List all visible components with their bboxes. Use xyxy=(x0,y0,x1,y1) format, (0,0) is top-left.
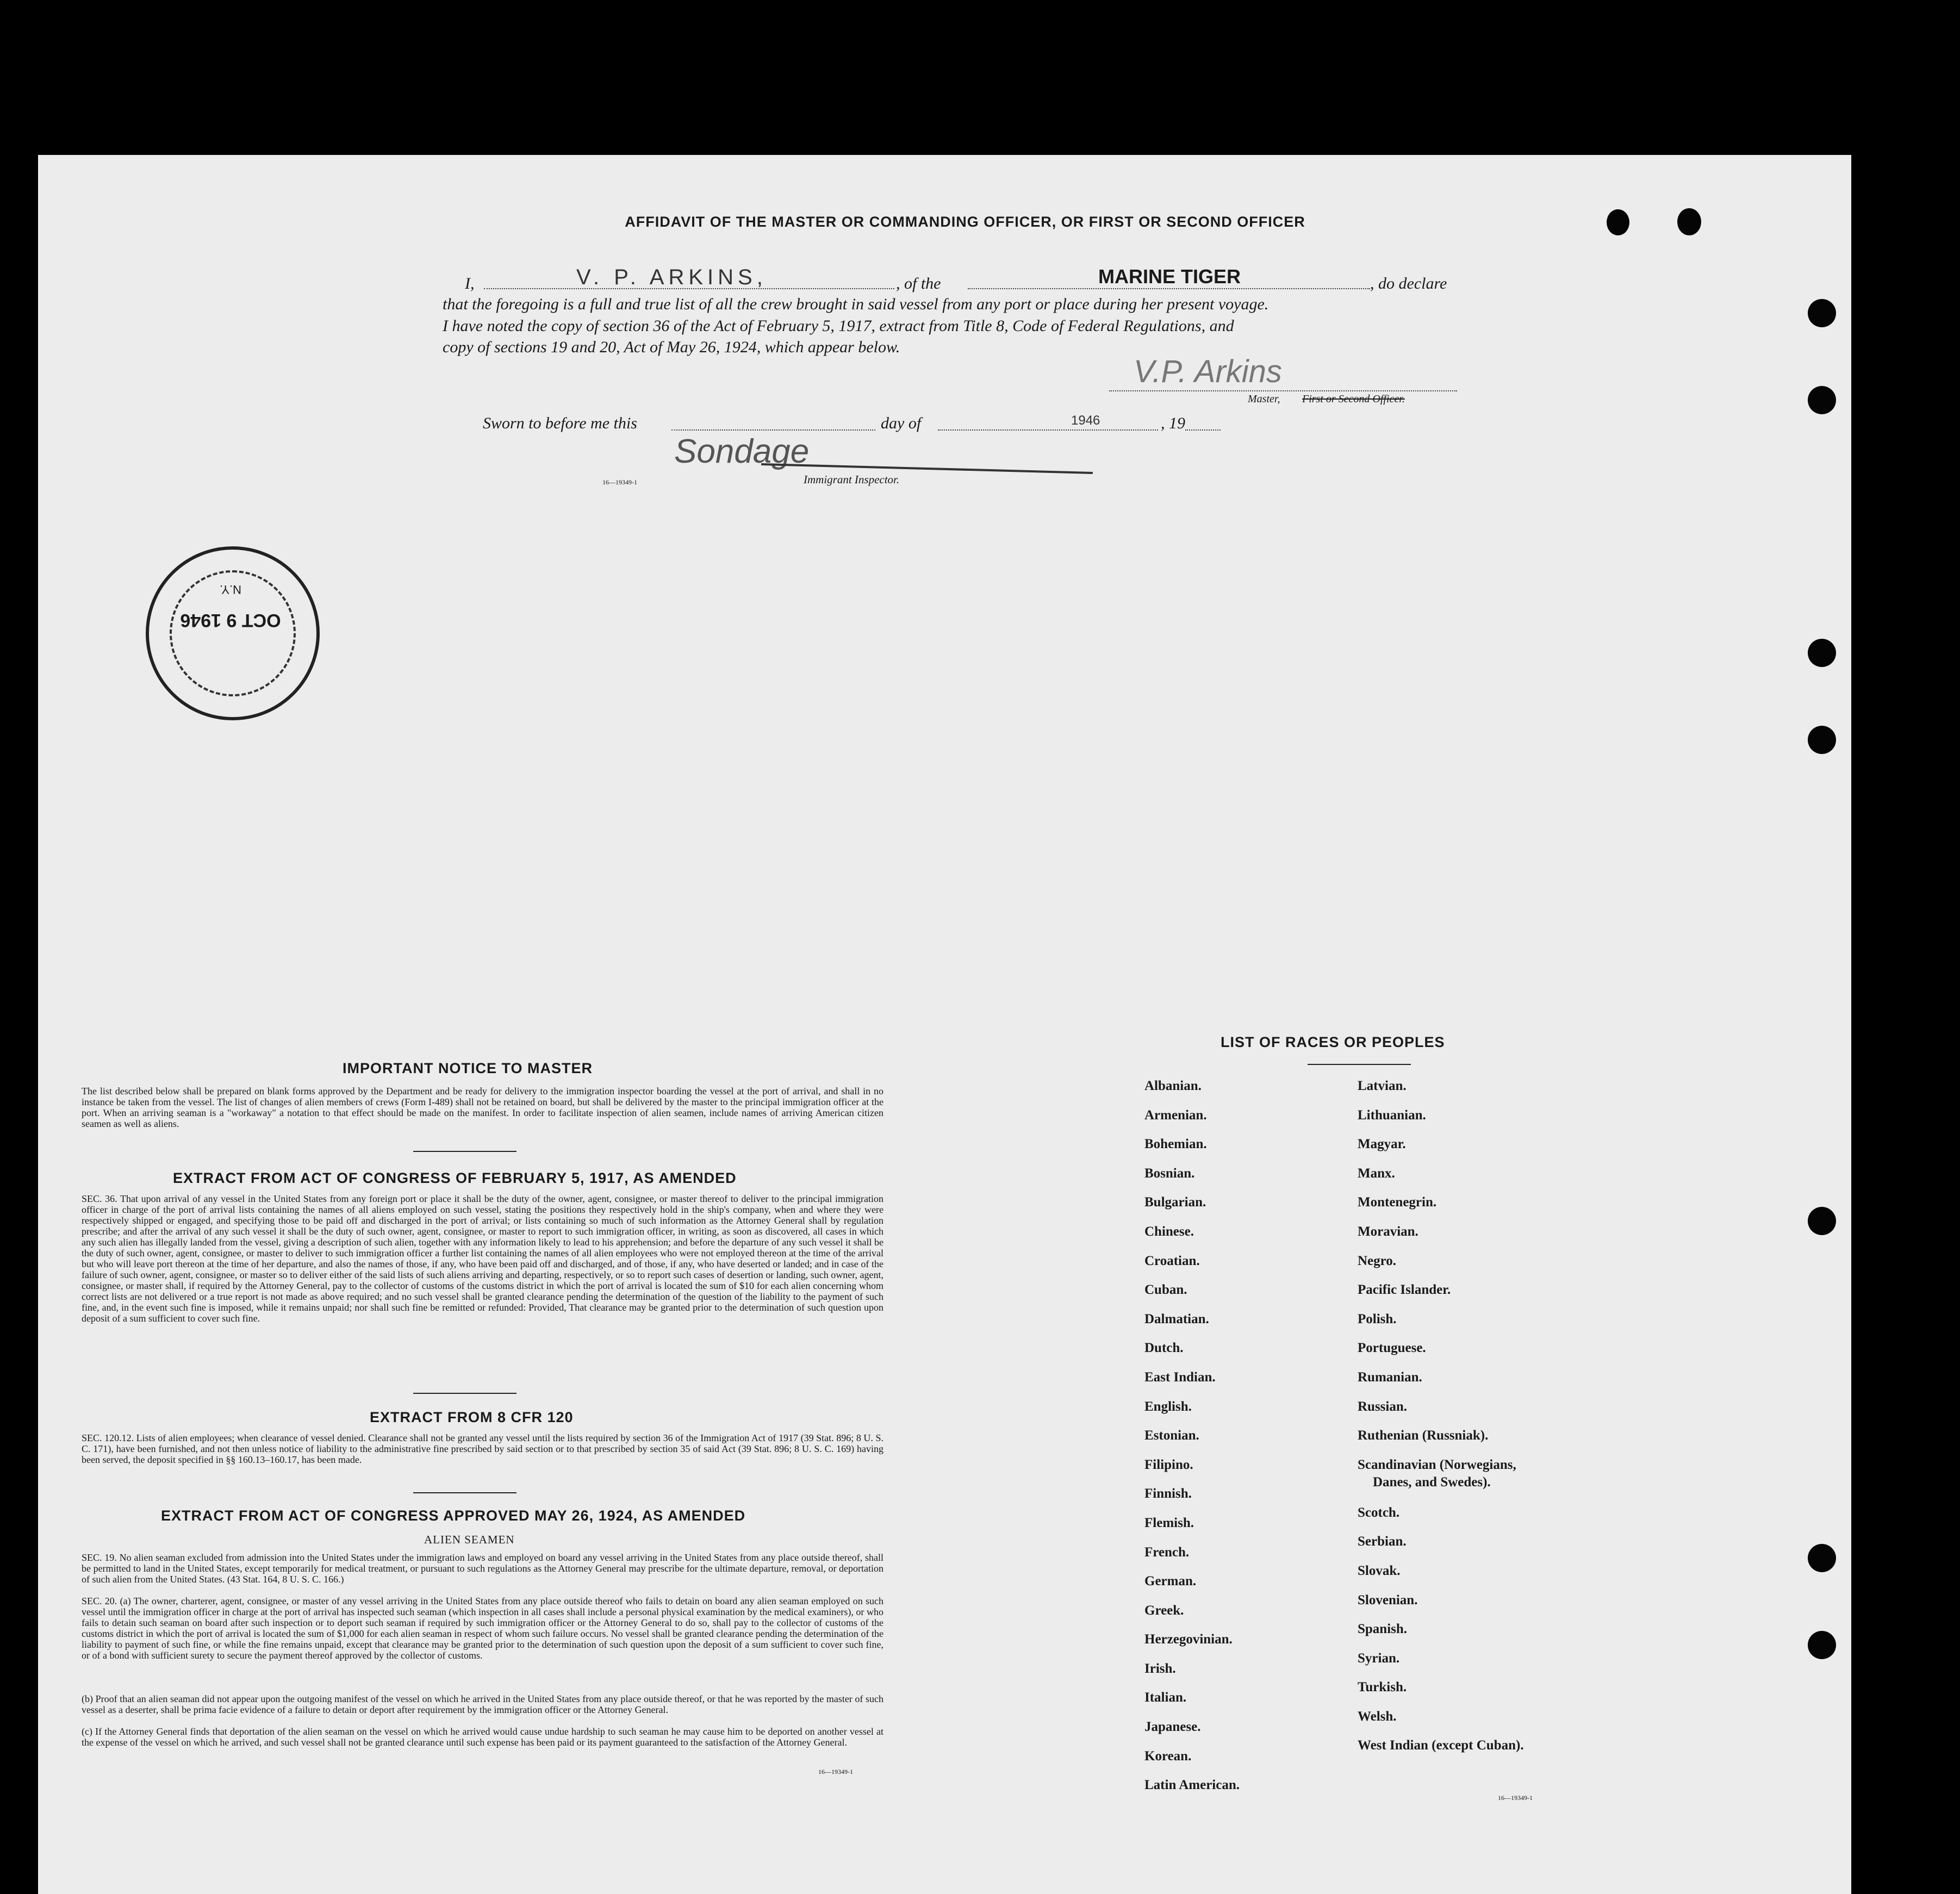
extract-1917-title: EXTRACT FROM ACT OF CONGRESS OF FEBRUARY 5, 1917, AS AMENDED xyxy=(173,1170,737,1186)
race-item: Filipino. xyxy=(1144,1457,1193,1472)
extract-cfr-body: SEC. 120.12. Lists of alien employees; when clearance of vessel denied. Clearance shall not be granted any vessel until the lists required by section 36 of the Immigration Act of 1917 (39 Stat. 896; 8 U. S. C. 171), have been furnished, and not then unless notice of liability to the administrative fine prescribed by said section or to that prescribed by section 35 of said Act (39 Stat. 896; 8 U. S. C. 169) having been served, the deposit specified in §§ 160.13–160.17, has been made. xyxy=(82,1432,883,1465)
race-item: Greek. xyxy=(1144,1603,1184,1618)
extract-cfr-title: EXTRACT FROM 8 CFR 120 xyxy=(370,1409,574,1425)
race-item: Serbian. xyxy=(1358,1534,1407,1549)
form-number-left: 16—19349-1 xyxy=(818,1768,853,1775)
extract-1924-title: EXTRACT FROM ACT OF CONGRESS APPROVED MAY 26, 1924, AS AMENDED xyxy=(161,1507,746,1524)
race-item: Manx. xyxy=(1358,1166,1395,1181)
declaration-i: I, xyxy=(465,275,475,292)
extract-1924-sec20a: SEC. 20. (a) The owner, charterer, agent, consignee, or master of any vessel arriving in the United States from any place outside thereof who fails to detain on board any alien seaman employed on such vessel until the immigration officer in charge at the port of arrival has inspected such seaman (which inspection in all cases shall include a personal physical examination by the medical examiners), or who fails to detain such seaman on board after such inspection or to deport such seaman if required by such immigration officer or the Attorney General to do so, shall pay to the collector of customs of the customs district in which the port of arrival is located the sum of $1,000 for each alien seaman in respect of whom such failure occurs. No vessel shall be granted clearance pending the determination of the liability to payment of such fine, or while the fine remains unpaid, except that clearance may be granted prior to the determination of such question upon the deposit of a sum sufficient to cover such fine, or of a bond with sufficient surety to secure the payment thereof approved by the collector of customs. xyxy=(82,1596,883,1661)
extract-1917-body: SEC. 36. That upon arrival of any vessel in the United States from any foreign port or place it shall be the duty of the owner, agent, consignee, or master thereof to deliver to the principal immigration officer in charge of the port of arrival lists containing the names of all aliens employed on such vessel, stating the positions they respectively hold in the ship's company, when and where they were respectively shipped or engaged, and specifying those to be paid off and discharged in the port of arrival; or lists containing so much of such information as the Attorney General shall by regulation prescribe; and after the arrival of any such vessel it shall be the duty of such owner, agent, consignee, or master to report to such immigration officer, in writing, as soon as discovered, all cases in which any such alien has illegally landed from the vessel, giving a description of such alien, together with any information likely to lead to his apprehension; and before the departure of any such vessel it shall be the duty of such owner, agent, consignee, or master to deliver to such immigration officer a further list containing the names of all alien employees who were not employed thereon at the time of the arrival but who will leave port thereon at the time of her departure, and also the names of those, if any, who have been paid off and discharged, and of those, if any, who have deserted or landed; and in case of the failure of such owner, agent, consignee, or master so to deliver either of the said lists of such aliens arriving and departing, respectively, or so to report such cases of desertion or landing, such owner, agent, consignee, or master shall, if required by the Attorney General, pay to the collector of customs of the customs district in which the port of arrival is located the sum of $10 for each alien concerning whom correct lists are not delivered or a true report is not made as above required; and no such vessel shall be granted clearance pending the determination of the question of the liability to the payment of such fine, and, in the event such fine is imposed, while it remains unpaid; nor shall such fine be remitted or refunded: Provided, That clearance may be granted prior to the determination of such question upon deposit of a sum sufficient to cover such fine. xyxy=(82,1193,883,1324)
punch-hole xyxy=(1607,209,1629,235)
punch-hole xyxy=(1808,1631,1836,1659)
vessel-name: MARINE TIGER xyxy=(1098,265,1241,288)
punch-hole xyxy=(1808,1207,1836,1235)
races-rule xyxy=(1308,1064,1411,1065)
punch-hole xyxy=(1808,726,1836,754)
sworn-year-line xyxy=(1185,429,1221,431)
races-column-2 xyxy=(1358,1079,1586,1767)
day-of-label: day of xyxy=(881,414,922,432)
race-item: Scotch. xyxy=(1358,1505,1400,1520)
race-item: Polish. xyxy=(1358,1311,1397,1326)
extract-1924-sec20b: (b) Proof that an alien seaman did not appear upon the outgoing manifest of the vessel on which he arrived in the United States from any place outside thereof, or that he was reported by the master of such vessel as a deserter, shall be prima facie evidence of a failure to detain or deport after requirement by the immigration officer or the Attorney General. xyxy=(82,1693,883,1715)
sworn-date: 1946 xyxy=(1071,413,1100,428)
race-item: Latvian. xyxy=(1358,1079,1407,1093)
race-item: Herzegovinian. xyxy=(1144,1632,1233,1647)
race-item: Irish. xyxy=(1144,1661,1176,1676)
race-item: Russian. xyxy=(1358,1399,1408,1414)
punch-hole xyxy=(1808,639,1836,667)
race-item: Turkish. xyxy=(1358,1680,1407,1695)
stamp-city: N.Y. xyxy=(220,583,241,596)
form-number-top: 16—19349-1 xyxy=(602,478,637,486)
race-item: Armenian. xyxy=(1144,1107,1207,1123)
declaration-line-4: copy of sections 19 and 20, Act of May 26, 1924, which appear below. xyxy=(443,338,900,356)
race-item: Portuguese. xyxy=(1358,1341,1426,1356)
stamp-date: OCT 9 1946 xyxy=(180,610,281,631)
race-item: Bohemian. xyxy=(1144,1137,1207,1152)
race-item: Spanish. xyxy=(1358,1622,1408,1637)
extract-cfr-rule xyxy=(413,1492,517,1493)
race-item: Syrian. xyxy=(1358,1650,1400,1666)
comma-19-label: , 19 xyxy=(1161,414,1185,432)
affidavit-title: AFFIDAVIT OF THE MASTER OR COMMANDING OFFICER, OR FIRST OR SECOND OFFICER xyxy=(625,214,1305,230)
do-declare-label: , do declare xyxy=(1370,275,1447,292)
race-item: Rumanian. xyxy=(1358,1369,1422,1385)
race-item: German. xyxy=(1144,1574,1197,1589)
form-number-right: 16—19349-1 xyxy=(1498,1794,1533,1802)
sworn-label: Sworn to before me this xyxy=(483,414,637,432)
signature-line xyxy=(1109,390,1457,391)
race-item: Moravian. xyxy=(1358,1224,1418,1239)
race-item: East Indian. xyxy=(1144,1369,1216,1385)
race-scandinavian-line1: Scandinavian (Norwegians, xyxy=(1358,1457,1516,1472)
sworn-day-line xyxy=(671,429,875,431)
race-item: Cuban. xyxy=(1144,1282,1187,1298)
notice-rule xyxy=(413,1151,517,1152)
race-item: Bulgarian. xyxy=(1144,1195,1206,1210)
inspector-signature: Sondage xyxy=(674,433,810,470)
race-item: Welsh. xyxy=(1358,1709,1397,1724)
race-item: Slovak. xyxy=(1358,1563,1401,1578)
race-item: Dalmatian. xyxy=(1144,1311,1209,1326)
date-stamp xyxy=(146,546,320,720)
race-item: Ruthenian (Russniak). xyxy=(1358,1428,1489,1443)
race-item: Pacific Islander. xyxy=(1358,1282,1451,1298)
race-item: Estonian. xyxy=(1144,1428,1199,1443)
punch-hole xyxy=(1808,1544,1836,1572)
punch-hole xyxy=(1808,386,1836,414)
race-item: Flemish. xyxy=(1144,1515,1194,1530)
extract-1924-sec20c: (c) If the Attorney General finds that deportation of the alien seaman on the vessel on which he arrived would cause undue hardship to such seaman he may cause him to be deported on another vessel at the expense of the vessel on which he arrived, and such vessel shall not be granted clearance until such expense has been paid or its payment guaranteed to the satisfaction of the Attorney General. xyxy=(82,1726,883,1748)
punch-hole xyxy=(1808,299,1836,327)
race-item: Albanian. xyxy=(1144,1079,1202,1093)
alien-seamen-subtitle: ALIEN SEAMEN xyxy=(424,1533,515,1546)
sworn-month-line xyxy=(938,429,1158,431)
master-label: Master, xyxy=(1248,393,1280,405)
race-item: French. xyxy=(1144,1544,1190,1560)
race-item: Magyar. xyxy=(1358,1137,1406,1152)
race-item: Latin American. xyxy=(1144,1778,1240,1793)
master-signature: V.P. Arkins xyxy=(1134,354,1282,389)
races-column-1 xyxy=(1144,1079,1329,1807)
races-title: LIST OF RACES OR PEOPLES xyxy=(1221,1034,1445,1050)
race-item: Croatian. xyxy=(1144,1253,1200,1268)
extract-1924-sec19: SEC. 19. No alien seaman excluded from admission into the United States under the immigration laws and employed on board any vessel arriving in the United States from any place outside thereof, shall be permitted to land in the United States, except temporarily for medical treatment, or pursuant to such regulations as the Attorney General may prescribe for the ultimate departure, removal, or deportation of such alien from the United States. (43 Stat. 164, 8 U. S. C. 166.) xyxy=(82,1552,883,1585)
extract-1917-rule xyxy=(413,1393,517,1394)
race-item: Slovenian. xyxy=(1358,1592,1418,1608)
race-item-scandinavian xyxy=(1358,1457,1586,1505)
struck-officer-label: First or Second Officer. xyxy=(1302,393,1405,405)
race-item: Bosnian. xyxy=(1144,1166,1195,1181)
inspector-label: Immigrant Inspector. xyxy=(804,473,900,486)
race-item: English. xyxy=(1144,1399,1192,1414)
punch-hole xyxy=(1677,208,1701,235)
race-item: Chinese. xyxy=(1144,1224,1194,1239)
vessel-name-line xyxy=(968,288,1370,289)
declaration-line-3: I have noted the copy of section 36 of the Act of February 5, 1917, extract from Title 8, Code of Federal Regulations, and xyxy=(443,317,1234,335)
race-item: Montenegrin. xyxy=(1358,1195,1437,1210)
race-item: Dutch. xyxy=(1144,1341,1184,1356)
race-item: Lithuanian. xyxy=(1358,1107,1426,1123)
race-item: Korean. xyxy=(1144,1748,1192,1764)
notice-body: The list described below shall be prepared on blank forms approved by the Department and be ready for delivery to the immigration inspector boarding the vessel at the port of arrival, and shall in no instance be taken from the vessel. The list of changes of alien members of crews (Form I-489) shall not be retained on board, but shall be delivered by the master to the principal immigration officer at the port. When an arriving seaman is a "workaway" a notation to that effect should be made on the manifest. In order to facilitate inspection of alien seamen, include names of arriving American citizen seamen as well as aliens. xyxy=(82,1086,883,1129)
race-scandinavian-line2: Danes, and Swedes). xyxy=(1373,1474,1491,1490)
race-item: Finnish. xyxy=(1144,1486,1192,1502)
declaration-line-2: that the foregoing is a full and true list of all the crew brought in said vessel from any port or place during her present voyage. xyxy=(443,295,1269,313)
notice-title: IMPORTANT NOTICE TO MASTER xyxy=(343,1060,593,1076)
race-item: Negro. xyxy=(1358,1253,1397,1268)
race-item: Italian. xyxy=(1144,1690,1187,1705)
race-item: Japanese. xyxy=(1144,1719,1201,1735)
race-item: West Indian (except Cuban). xyxy=(1358,1738,1524,1753)
of-the-label: , of the xyxy=(896,275,941,292)
master-name: V. P. ARKINS, xyxy=(576,265,767,289)
